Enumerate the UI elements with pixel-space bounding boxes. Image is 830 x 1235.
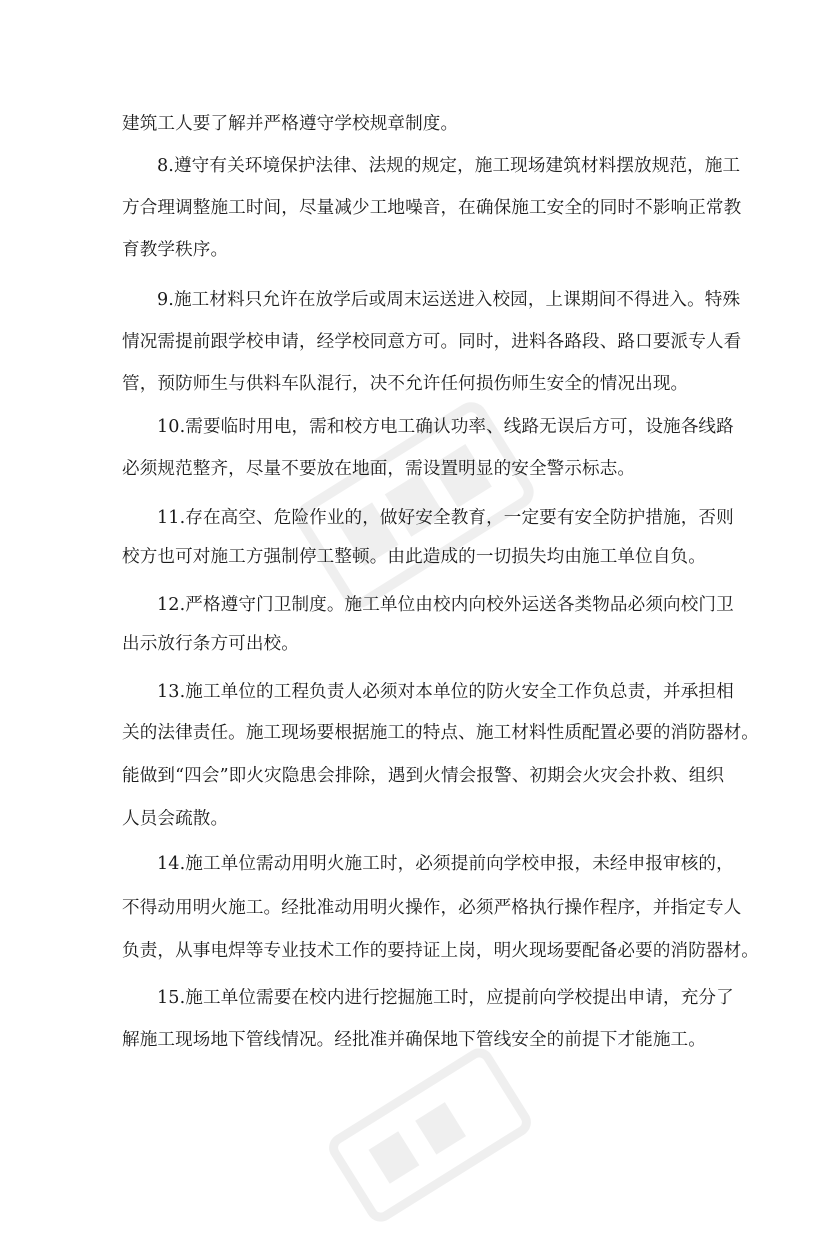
text-line: 解施工现场地下管线情况。经批准并确保地下管线安全的前提下才能施工。 bbox=[122, 1030, 706, 1050]
text-line: 不得动用明火施工。经批准动用明火操作，必须严格执行操作程序，并指定专人 bbox=[122, 898, 742, 918]
text-line: 校方也可对施工方强制停工整顿。由此造成的一切损失均由施工单位自负。 bbox=[122, 547, 706, 567]
text-line: 人员会疏散。 bbox=[122, 809, 229, 829]
text-line: 出示放行条方可出校。 bbox=[122, 634, 299, 654]
item-8-line: 8.遵守有关环境保护法律、法规的规定，施工现场建筑材料摆放规范，施工 bbox=[157, 156, 741, 176]
text-line: 能做到“四会”即火灾隐患会排除，遇到火情会报警、初期会火灾会扑救、组织 bbox=[122, 766, 725, 786]
item-14-line: 14.施工单位需动用明火施工时，必须提前向学校申报，未经申报审核的， bbox=[157, 854, 734, 874]
text-line: 关的法律责任。施工现场要根据施工的特点、施工材料性质配置必要的消防器材。 bbox=[122, 723, 759, 743]
watermark-icon bbox=[316, 1035, 544, 1234]
text-line: 情况需提前跟学校申请，经学校同意方可。同时，进料各路段、路口要派专人看 bbox=[122, 332, 742, 352]
text-line: 必须规范整齐，尽量不要放在地面，需设置明显的安全警示标志。 bbox=[122, 459, 636, 479]
item-12-line: 12.严格遵守门卫制度。施工单位由校内向校外运送各类物品必须向校门卫 bbox=[157, 595, 734, 615]
item-9-line: 9.施工材料只允许在放学后或周末运送进入校园，上课期间不得进入。特殊 bbox=[157, 290, 741, 310]
item-10-line: 10.需要临时用电，需和校方电工确认功率、线路无误后方可，设施各线路 bbox=[157, 417, 734, 437]
text-line: 方合理调整施工时间，尽量减少工地噪音，在确保施工安全的同时不影响正常教 bbox=[122, 198, 742, 218]
text-line: 负责，从事电焊等专业技术工作的要持证上岗，明火现场要配备必要的消防器材。 bbox=[122, 941, 759, 961]
text-line: 育教学秩序。 bbox=[122, 240, 229, 260]
text-line: 建筑工人要了解并严格遵守学校规章制度。 bbox=[122, 114, 459, 134]
text-line: 管，预防师生与供料车队混行，决不允许任何损伤师生安全的情况出现。 bbox=[122, 374, 689, 394]
item-15-line: 15.施工单位需要在校内进行挖掘施工时，应提前向学校提出申请，充分了 bbox=[157, 988, 734, 1008]
item-13-line: 13.施工单位的工程负责人必须对本单位的防火安全工作负总责，并承担相 bbox=[157, 682, 734, 702]
item-11-line: 11.存在高空、危险作业的，做好安全教育，一定要有安全防护措施，否则 bbox=[157, 508, 734, 528]
